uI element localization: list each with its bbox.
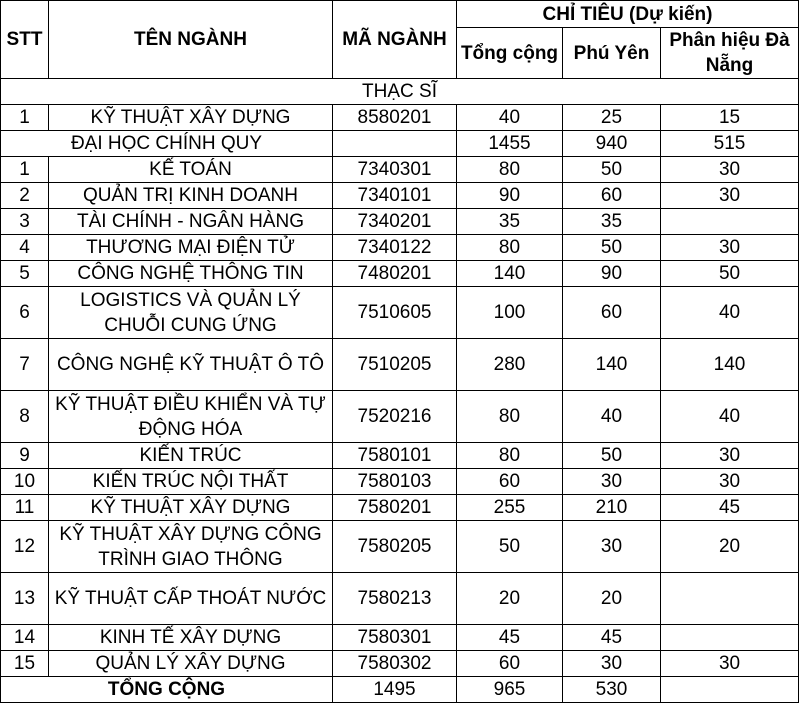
cell-stt: 13 (1, 573, 49, 625)
cell-stt: 5 (1, 261, 49, 287)
table-row (1, 625, 799, 651)
cell-phu-yen: 90 (563, 261, 661, 287)
cell-code: 7580213 (333, 573, 457, 625)
table-row (1, 209, 799, 235)
cell-name: THƯƠNG MẠI ĐIỆN TỬ (49, 235, 333, 261)
cell-name: KẾ TOÁN (49, 157, 333, 183)
cell-stt: 8 (1, 391, 49, 443)
cell-phu-yen: 35 (563, 209, 661, 235)
cell-code: 8580201 (333, 105, 457, 131)
cell-name: KỸ THUẬT XÂY DỰNG (49, 105, 333, 131)
cell-name: LOGISTICS VÀ QUẢN LÝ CHUỖI CUNG ỨNG (49, 287, 333, 339)
cell-total: 280 (457, 339, 563, 391)
cell-da-nang: 30 (661, 469, 799, 495)
cell-da-nang: 30 (661, 443, 799, 469)
cell-total: 80 (457, 235, 563, 261)
section-row-masters (1, 79, 799, 105)
cell-da-nang: 50 (661, 261, 799, 287)
cell-stt: 14 (1, 625, 49, 651)
cell-da-nang: 40 (661, 287, 799, 339)
header-stt: STT (1, 1, 49, 79)
cell-stt: 1 (1, 157, 49, 183)
cell-name: KỸ THUẬT XÂY DỰNG CÔNG TRÌNH GIAO THÔNG (49, 521, 333, 573)
header-quota: CHỈ TIÊU (Dự kiến) (457, 1, 799, 28)
cell-code: 7510205 (333, 339, 457, 391)
cell-da-nang: 30 (661, 157, 799, 183)
cell-code (333, 131, 457, 157)
cell-name: QUẢN LÝ XÂY DỰNG (49, 651, 333, 677)
cell-name: CÔNG NGHỆ KỸ THUẬT Ô TÔ (49, 339, 333, 391)
table-row (1, 651, 799, 677)
table-row (1, 521, 799, 573)
table-row (1, 157, 799, 183)
cell-stt: 1 (1, 105, 49, 131)
cell-stt: 4 (1, 235, 49, 261)
cell-da-nang: 30 (661, 651, 799, 677)
cell-total: 140 (457, 261, 563, 287)
table-row (1, 339, 799, 391)
cell-phu-yen: 25 (563, 105, 661, 131)
cell-code: 7580302 (333, 651, 457, 677)
table-row (1, 391, 799, 443)
cell-name: KỸ THUẬT ĐIỀU KHIỂN VÀ TỰ ĐỘNG HÓA (49, 391, 333, 443)
cell-da-nang: 15 (661, 105, 799, 131)
cell-phu-yen: 30 (563, 521, 661, 573)
cell-name: KIẾN TRÚC (49, 443, 333, 469)
header-phu-yen: Phú Yên (563, 28, 661, 79)
cell-total: 255 (457, 495, 563, 521)
header-code: MÃ NGÀNH (333, 1, 457, 79)
cell-stt: 12 (1, 521, 49, 573)
cell-total: 100 (457, 287, 563, 339)
cell-da-nang: 515 (661, 131, 799, 157)
cell-phu-yen: 45 (563, 625, 661, 651)
cell-da-nang (661, 625, 799, 651)
cell-total: 35 (457, 209, 563, 235)
cell-phu-yen: 30 (563, 651, 661, 677)
cell-code: 7340101 (333, 183, 457, 209)
total-code-column: 1495 (333, 677, 457, 703)
table-row (1, 573, 799, 625)
cell-total: 40 (457, 105, 563, 131)
cell-phu-yen: 940 (563, 131, 661, 157)
cell-code: 7340201 (333, 209, 457, 235)
section-title-undergrad: ĐẠI HỌC CHÍNH QUY (1, 131, 333, 157)
table-row (1, 443, 799, 469)
cell-code: 7480201 (333, 261, 457, 287)
cell-stt: 3 (1, 209, 49, 235)
section-row-undergrad (1, 131, 799, 157)
header-total: Tổng cộng (457, 28, 563, 79)
section-title-masters: THẠC SĨ (1, 79, 799, 105)
cell-name: TÀI CHÍNH - NGÂN HÀNG (49, 209, 333, 235)
cell-code: 7580205 (333, 521, 457, 573)
cell-da-nang (661, 209, 799, 235)
cell-code: 7580201 (333, 495, 457, 521)
cell-code: 7580101 (333, 443, 457, 469)
cell-da-nang: 30 (661, 235, 799, 261)
cell-code: 7580301 (333, 625, 457, 651)
cell-da-nang (661, 573, 799, 625)
table-row (1, 495, 799, 521)
cell-total: 80 (457, 391, 563, 443)
table-row (1, 261, 799, 287)
cell-phu-yen: 50 (563, 443, 661, 469)
cell-total: 80 (457, 157, 563, 183)
cell-name: KỸ THUẬT CẤP THOÁT NƯỚC (49, 573, 333, 625)
cell-code: 7520216 (333, 391, 457, 443)
cell-code: 7580103 (333, 469, 457, 495)
cell-da-nang: 20 (661, 521, 799, 573)
cell-code: 7340122 (333, 235, 457, 261)
cell-stt: 10 (1, 469, 49, 495)
cell-da-nang: 140 (661, 339, 799, 391)
cell-phu-yen: 140 (563, 339, 661, 391)
cell-name: QUẢN TRỊ KINH DOANH (49, 183, 333, 209)
cell-phu-yen: 30 (563, 469, 661, 495)
total-label: TỔNG CỘNG (1, 677, 333, 703)
cell-total: 80 (457, 443, 563, 469)
total-phu-yen: 530 (563, 677, 661, 703)
cell-total: 90 (457, 183, 563, 209)
cell-phu-yen: 60 (563, 183, 661, 209)
cell-phu-yen: 20 (563, 573, 661, 625)
cell-name: KỸ THUẬT XÂY DỰNG (49, 495, 333, 521)
total-row (1, 677, 799, 703)
cell-total: 60 (457, 651, 563, 677)
cell-stt: 15 (1, 651, 49, 677)
cell-da-nang: 40 (661, 391, 799, 443)
cell-code: 7340301 (333, 157, 457, 183)
header-name: TÊN NGÀNH (49, 1, 333, 79)
cell-total: 45 (457, 625, 563, 651)
table-row (1, 287, 799, 339)
total-total: 965 (457, 677, 563, 703)
table-row (1, 105, 799, 131)
cell-stt: 9 (1, 443, 49, 469)
cell-code: 7510605 (333, 287, 457, 339)
cell-total: 1455 (457, 131, 563, 157)
table-row (1, 469, 799, 495)
cell-stt: 6 (1, 287, 49, 339)
cell-da-nang: 30 (661, 183, 799, 209)
cell-da-nang: 45 (661, 495, 799, 521)
cell-stt: 7 (1, 339, 49, 391)
cell-name: KIẾN TRÚC NỘI THẤT (49, 469, 333, 495)
cell-phu-yen: 60 (563, 287, 661, 339)
total-da-nang (661, 677, 799, 703)
header-da-nang: Phân hiệu Đà Nẵng (661, 28, 799, 79)
cell-phu-yen: 210 (563, 495, 661, 521)
cell-name: KINH TẾ XÂY DỰNG (49, 625, 333, 651)
cell-total: 20 (457, 573, 563, 625)
cell-total: 60 (457, 469, 563, 495)
table-row (1, 183, 799, 209)
cell-name: CÔNG NGHỆ THÔNG TIN (49, 261, 333, 287)
table-row (1, 235, 799, 261)
cell-stt: 2 (1, 183, 49, 209)
cell-stt: 11 (1, 495, 49, 521)
cell-phu-yen: 50 (563, 157, 661, 183)
cell-phu-yen: 40 (563, 391, 661, 443)
cell-phu-yen: 50 (563, 235, 661, 261)
cell-total: 50 (457, 521, 563, 573)
